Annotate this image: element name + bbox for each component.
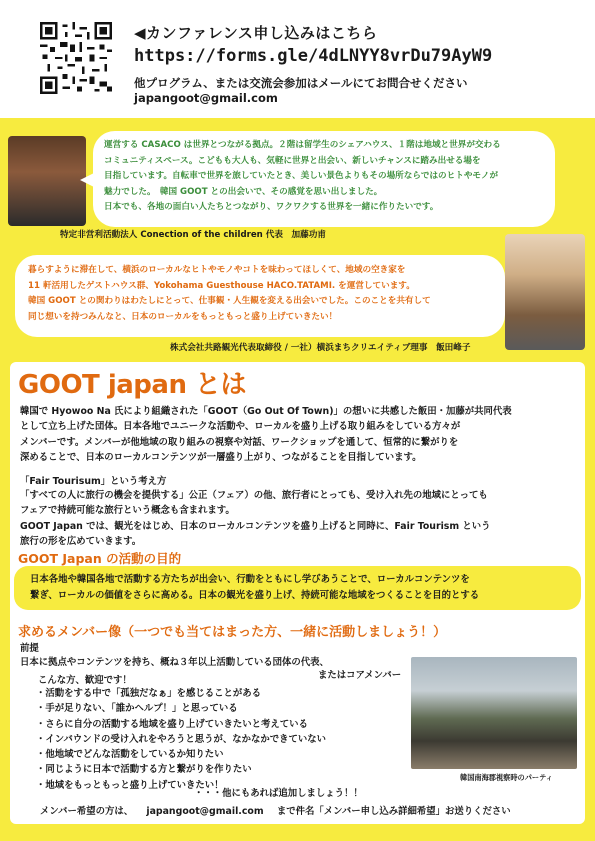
testimonial-line: 魅力でした。 韓国 GOOT との出会いで、その感覚を思い出しました。	[104, 186, 383, 197]
testimonial-line: 目指しています。自転車で世界を旅していたとき、美しい景色よりもその場所ならではのヒトやモノが	[104, 171, 499, 182]
list-item: ・ さらに自分の活動する地域を盛り上げていきたいと考えている	[36, 717, 376, 732]
iida-portrait	[505, 234, 585, 350]
intro-line: 韓国で Hyowoo Na 氏により組織された「GOOT（Go Out Of Town)」の想いに共感した飯田・加藤が共同代表	[20, 406, 512, 417]
apply-suffix: まで件名「メンバー申し込み詳細希望」お送りください	[276, 806, 511, 817]
intro-line: メンバーです。メンバーが他地域の取り組みの視察や対話、ワークショップを通して、恒常的に繋がりを	[20, 436, 459, 448]
testimonial-line: 同じ想いを持つみんなと、日本のローカルをもっともっと盛り上げていきたい！	[28, 311, 338, 322]
purpose-line: 繋ぎ、ローカルの価値をさらに高める。日本の観光を盛り上げ、持続可能な地域をつくることを目的とする	[30, 590, 480, 601]
contact-email[interactable]: japangoot@gmail.com	[134, 91, 278, 105]
iida-testimonial	[28, 263, 498, 325]
testimonial-line: 暮らすように滞在して、横浜のローカルなヒトやモノやコトを味わってほしくて、地域の空き家を	[28, 265, 406, 275]
members-apply-line	[40, 803, 511, 817]
kato-caption: 特定非営利活動法人 Conection of the children 代表 加藤功甫	[60, 230, 326, 240]
fair-tourism-title: 「Fair Tourisum」という考え方	[20, 476, 167, 487]
members-criteria-list	[36, 686, 376, 793]
intro-line: として立ち上げた団体。日本各地でユニークな活動や、ローカルを盛り上げる取り組みをしている方々が	[20, 421, 461, 433]
header	[0, 0, 595, 118]
members-premise: 日本に拠点やコンテンツを持ち、概ね３年以上活動している団体の代表、	[20, 657, 329, 668]
list-item: ・ 活動をする中で「孤独だなぁ」を感じることがある	[36, 686, 376, 701]
fair-line: 旅行の形を広めていきます。	[20, 536, 142, 548]
testimonial-line: 日本でも、各地の面白い人たちとつながり、ワクワクする世界を一緒に作りたいです。	[104, 202, 439, 213]
members-premise-label: 前提	[20, 643, 39, 654]
purpose-text	[30, 572, 570, 604]
apply-email[interactable]: japangoot@gmail.com	[146, 806, 264, 817]
members-title: 求めるメンバー像（一つでも当てはまった方、一緒に活動しましょう！）	[18, 625, 447, 640]
qr-code[interactable]	[40, 22, 112, 94]
fair-line: GOOT Japan では、観光をはじめ、日本のローカルコンテンツを盛り上げると同時に、Fair Tourism という	[20, 520, 491, 532]
list-item: ・ 同じように日本で活動する方と繋がりを作りたい	[36, 762, 376, 777]
kato-portrait	[8, 136, 86, 226]
list-item: ・ 地域をもっともっと盛り上げていきたい！	[36, 778, 376, 793]
list-item: ・ 他地域でどんな活動をしているか知りたい	[36, 747, 376, 762]
testimonial-line: 韓国 GOOT との関わりはわたしにとって、仕事観・人生観を変える出会いでした。このことを共有して	[28, 296, 431, 307]
about-title: GOOT japan とは	[18, 370, 247, 400]
party-photo	[411, 657, 577, 769]
contact-note: 他プログラム、または交流会参加はメールにてお問合せください	[134, 76, 468, 90]
iida-caption: 株式会社共路観光代表取締役 / 一社）横浜まちクリエイティブ理事 飯田峰子	[170, 343, 471, 353]
intro-line: 深めることで、日本のローカルコンテンツが一層盛り上がり、つながることを目指しています。	[20, 452, 422, 464]
party-photo-caption: 韓国南海郡視察時のパーティ	[460, 773, 553, 782]
members-closing: ・・・他にもあれば追加しましょう！！	[194, 788, 363, 799]
about-intro	[20, 404, 580, 466]
fair-line: 「すべての人に旅行の機会を提供する」公正（フェア）の他、旅行者にとっても、受け入れ先の地域にとっても	[20, 490, 488, 501]
list-item: ・ 手が足りない、「誰かヘルプ！」と思っている	[36, 701, 376, 716]
conference-apply-label: ◀カンファレンス申し込みはこちら	[134, 24, 378, 42]
testimonial-line: 運営する CASACO は世界とつながる拠点。２階は留学生のシェアハウス、１階は地域と世界が交わる	[104, 140, 501, 150]
fair-line: フェアで持続可能な旅行という概念も含まれます。	[20, 505, 235, 517]
testimonial-line: 11 軒活用したゲストハウス群、Yokohama Guesthouse HACO.TATAMI. を運営しています。	[28, 280, 415, 291]
purpose-line: 日本各地や韓国各地で活動する方たちが出会い、行動をともにし学びあうことで、ローカルコンテンツを	[30, 574, 470, 585]
kato-testimonial	[104, 138, 548, 216]
list-item: ・ インバウンドの受け入れをやろうと思うが、なかなかできていない	[36, 732, 376, 747]
members-welcome: こんな方、歓迎です！	[38, 675, 132, 686]
apply-prefix: メンバー希望の方は、	[40, 806, 134, 817]
testimonial-line: コミュニティスペース。こどもも大人も、気軽に世界と出会い、新しいチャンスに踏み出せる場を	[104, 155, 481, 166]
conference-apply-url[interactable]: https://forms.gle/4dLNYY8vrDu79AyW9	[134, 46, 493, 66]
fair-tourism-body	[20, 488, 580, 550]
purpose-title: GOOT Japan の活動の目的	[18, 551, 182, 566]
members-or-core: またはコアメンバー	[318, 670, 402, 681]
